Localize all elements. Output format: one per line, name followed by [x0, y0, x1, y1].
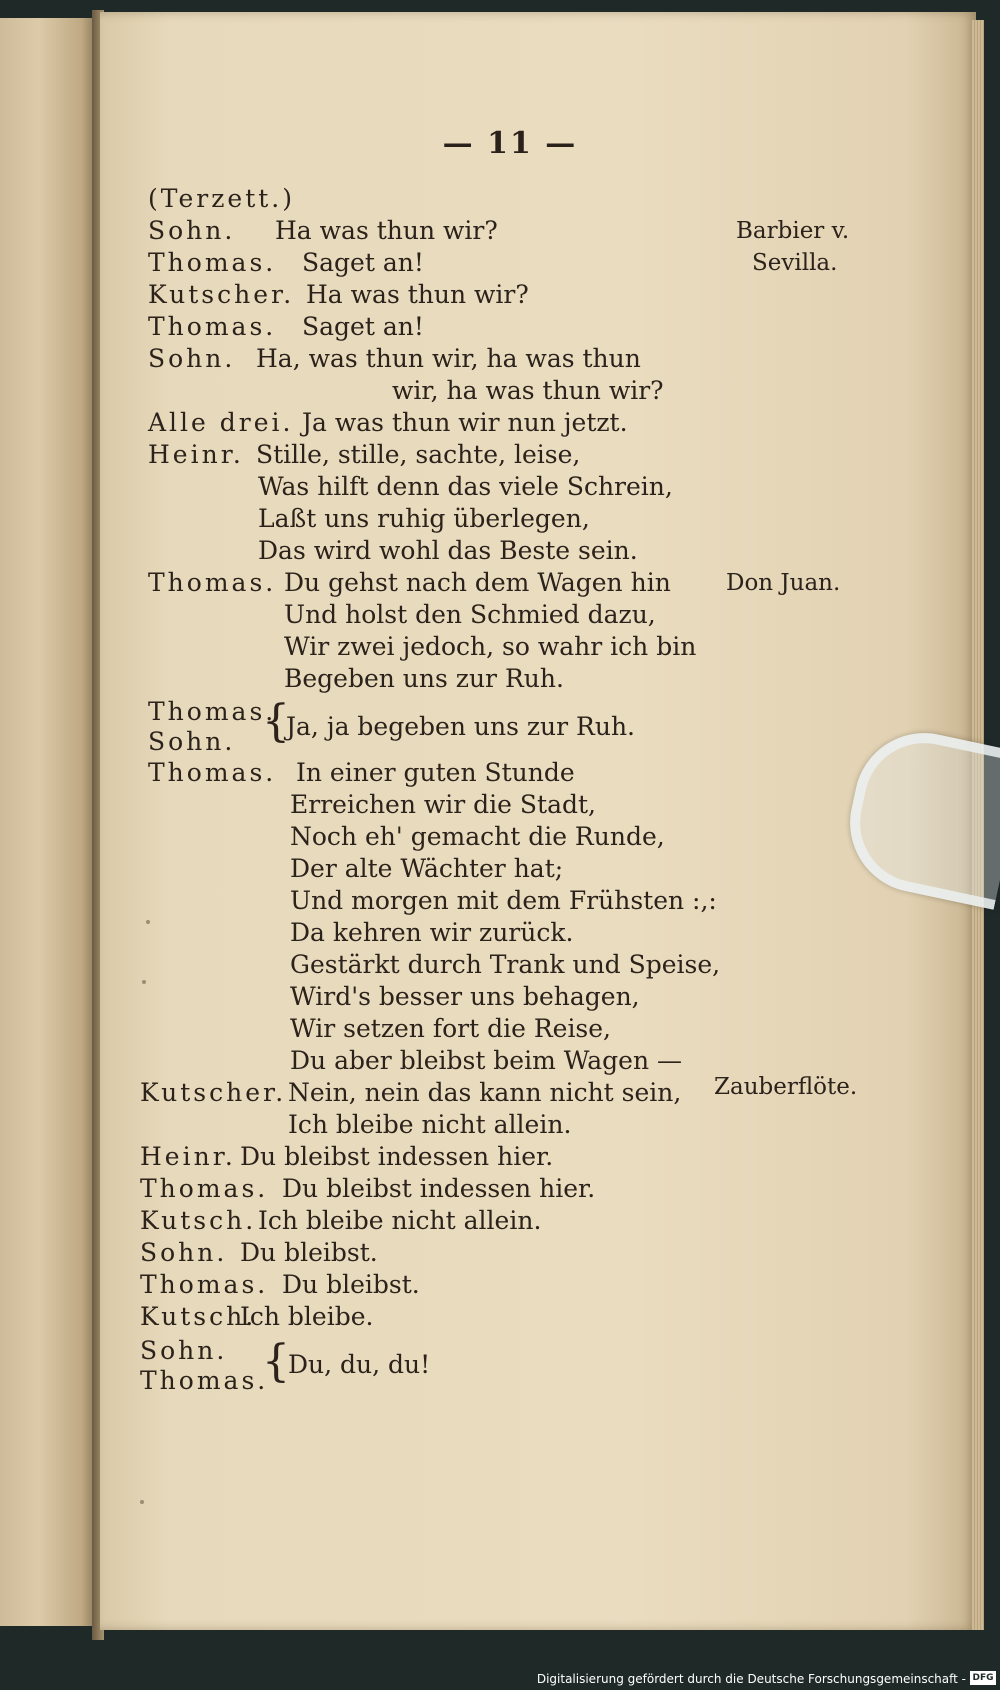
text-line: Thomas. — [140, 1174, 269, 1203]
brace: { — [262, 1336, 290, 1387]
text-line: Thomas. — [148, 568, 277, 597]
text-line: Sohn. — [140, 1336, 228, 1365]
text-line: Kutscher. — [140, 1078, 287, 1107]
page-number: — 11 — — [442, 126, 578, 161]
text-line: In einer guten Stunde — [296, 758, 575, 787]
text-line: Kutsch. — [140, 1206, 257, 1235]
text-line: Sohn. — [148, 727, 236, 756]
text-line: Laßt uns ruhig überlegen, — [258, 504, 590, 533]
text-line: Thomas. — [148, 248, 277, 277]
text-line: Thomas. — [140, 1366, 269, 1395]
text-line: Thomas. — [148, 312, 277, 341]
text-line: Sohn. — [148, 216, 236, 245]
text-line: Wird's besser uns behagen, — [290, 982, 640, 1011]
text-line: Stille, stille, sachte, leise, — [256, 440, 581, 469]
text-line: Kutscher. — [148, 280, 295, 309]
brace: { — [262, 696, 290, 747]
text-line: Wir zwei jedoch, so wahr ich bin — [284, 632, 697, 661]
text-line: Du aber bleibst beim Wagen — — [290, 1046, 683, 1075]
text-line: Begeben uns zur Ruh. — [284, 664, 564, 693]
text-line: Du bleibst indessen hier. — [282, 1174, 596, 1203]
footer-credit: Digitalisierung gefördert durch die Deutsche Forschungsgemeinschaft - — [536, 1672, 966, 1686]
text-line: Kutsch. — [140, 1302, 257, 1331]
text-line: Gestärkt durch Trank und Speise, — [290, 950, 721, 979]
text-line: Das wird wohl das Beste sein. — [258, 536, 638, 565]
text-line: Da kehren wir zurück. — [290, 918, 574, 947]
text-line: Ha was thun wir? — [306, 280, 529, 309]
text-line: Heinr. — [140, 1142, 236, 1171]
text-line: Der alte Wächter hat; — [290, 854, 564, 883]
text-line: Saget an! — [302, 248, 424, 277]
margin-note: Don Juan. — [726, 570, 841, 596]
paper-speck — [146, 920, 150, 924]
text-line: Saget an! — [302, 312, 424, 341]
margin-note: Sevilla. — [752, 250, 838, 276]
dfg-logo: DFG — [970, 1671, 996, 1685]
text-line: Sohn. — [148, 344, 236, 373]
text-line: Sohn. — [140, 1238, 228, 1267]
paper-speck — [142, 980, 146, 984]
text-line: Ja, ja begeben uns zur Ruh. — [286, 712, 635, 741]
text-line: Alle drei. — [148, 408, 294, 437]
left-page-edge — [0, 18, 96, 1626]
text-line: Nein, nein das kann nicht sein, — [288, 1078, 682, 1107]
text-line: Noch eh' gemacht die Runde, — [290, 822, 665, 851]
margin-note: Zauberflöte. — [714, 1074, 858, 1100]
text-line: Thomas. — [148, 697, 277, 726]
text-line: (Terzett.) — [148, 184, 295, 213]
text-line: Thomas. — [140, 1270, 269, 1299]
text-line: Ich bleibe. — [240, 1302, 374, 1331]
text-line: Du bleibst indessen hier. — [240, 1142, 554, 1171]
margin-note: Barbier v. — [736, 218, 850, 244]
text-line: Thomas. — [148, 758, 277, 787]
text-line: Und morgen mit dem Frühsten :,: — [290, 886, 717, 915]
text-line: Du bleibst. — [282, 1270, 420, 1299]
paper-speck — [140, 1500, 144, 1504]
text-line: wir, ha was thun wir? — [392, 376, 664, 405]
text-line: Heinr. — [148, 440, 244, 469]
text-line: Du bleibst. — [240, 1238, 378, 1267]
text-line: Ich bleibe nicht allein. — [288, 1110, 572, 1139]
text-line: Erreichen wir die Stadt, — [290, 790, 596, 819]
text-line: Und holst den Schmied dazu, — [284, 600, 656, 629]
text-line: Ich bleibe nicht allein. — [258, 1206, 542, 1235]
text-line: Ha, was thun wir, ha was thun — [256, 344, 641, 373]
text-line: Ja was thun wir nun jetzt. — [302, 408, 628, 437]
text-line: Wir setzen fort die Reise, — [290, 1014, 612, 1043]
text-line: Du, du, du! — [288, 1350, 431, 1379]
text-line: Du gehst nach dem Wagen hin — [284, 568, 671, 597]
text-line: Ha was thun wir? — [275, 216, 498, 245]
text-line: Was hilft denn das viele Schrein, — [258, 472, 673, 501]
